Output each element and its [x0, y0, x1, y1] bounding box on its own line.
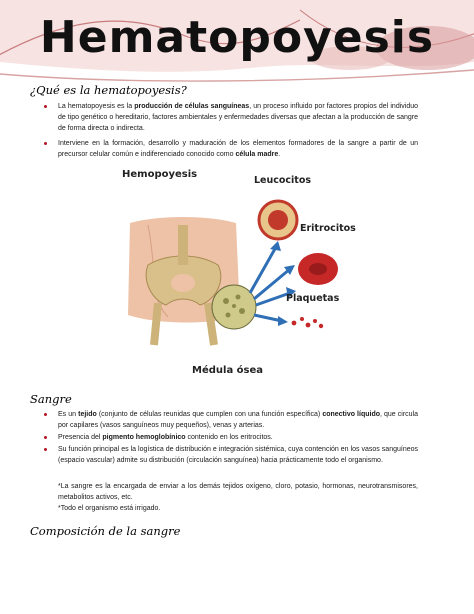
bullet-icon — [44, 105, 47, 108]
bullet-icon — [44, 142, 47, 145]
label-medula-osea: Médula ósea — [192, 365, 264, 376]
label-plaquetas: Plaquetas — [286, 293, 340, 304]
bullet-list-sangre — [58, 409, 418, 467]
page-title: Hematopoyesis — [39, 12, 435, 63]
list-item: La hematopoyesis es la producción de células sanguíneas, un proceso influido por factores propios del individuo de tipo genético o hereditario, factores ambientales y enfermedades diversas que afectan a la producción de sangre de forma directa o indirecta. — [58, 101, 418, 134]
list-item: Es un tejido (conjunto de células reunidas que cumplen con una función específica) conectivo líquido, que circula por capilares (vasos sanguíneos muy pequeños), venas y arterias. — [58, 409, 418, 431]
header-decoration — [0, 0, 474, 82]
note-oxygen-transport: *La sangre es la encargada de enviar a los demás tejidos oxígeno, cloro, potasio, hormonas, neurotransmisores, metabolitos activos, etc. — [58, 483, 418, 501]
figure-title: Hemopoyesis — [122, 169, 198, 180]
label-eritrocitos: Eritrocitos — [300, 223, 356, 234]
section-heading-hematopoyesis: ¿Qué es la hematopoyesis? — [30, 83, 187, 97]
bullet-icon — [44, 413, 47, 416]
bullet-icon — [44, 436, 47, 439]
section-heading-composicion: Composición de la sangre — [30, 524, 181, 538]
illustration-drawing — [118, 165, 380, 385]
bullet-icon — [44, 448, 47, 451]
hemopoyesis-illustration — [118, 165, 380, 385]
section-heading-sangre: Sangre — [30, 392, 72, 406]
list-item: Interviene en la formación, desarrollo y maduración de los elementos formadores de la sangre a partir de un precursor celular común e indiferenciado conocido como célula madre. — [58, 138, 418, 160]
list-item: Presencia del pigmento hemoglobínico contenido en los eritrocitos. — [58, 432, 418, 443]
note-irrigation: *Todo el organismo está irrigado. — [58, 505, 161, 512]
label-leucocitos: Leucocitos — [254, 175, 312, 186]
bullet-list-hematopoyesis — [58, 101, 418, 160]
list-item: Su función principal es la logística de distribución e integración sistémica, cuya contención en los vasos sanguíneos (espacio vascular) admite su distribución (circulación sanguínea) hacia prácticamente todo el organismo. — [58, 444, 418, 466]
